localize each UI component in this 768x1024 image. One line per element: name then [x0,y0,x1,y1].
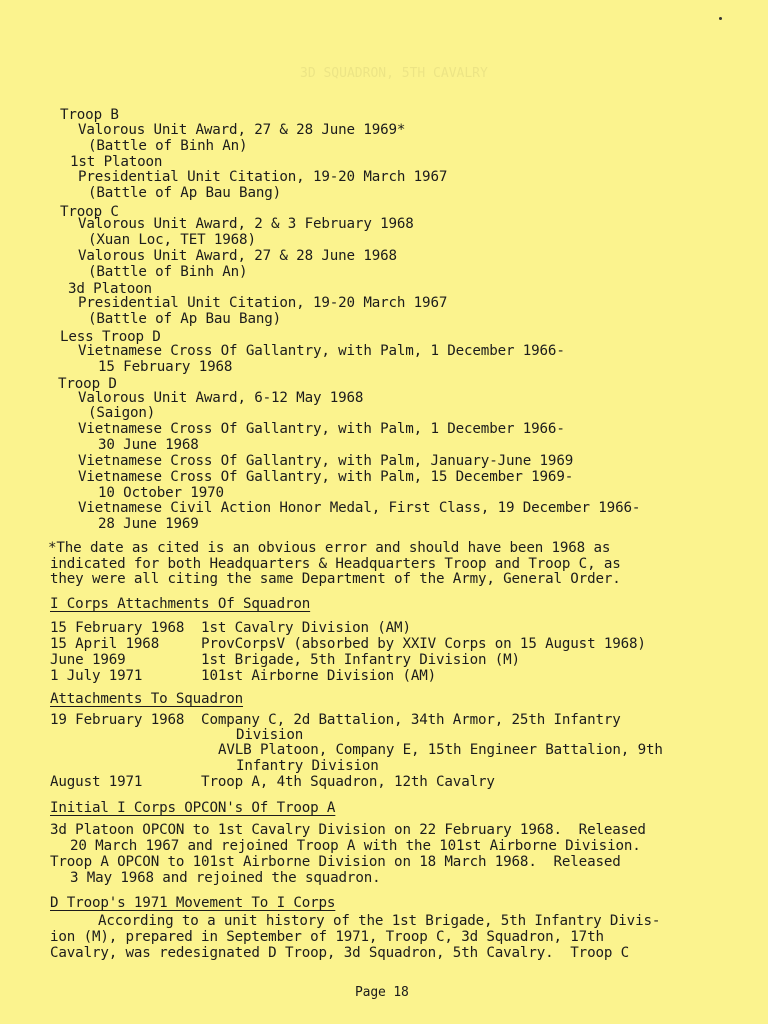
award-line: Valorous Unit Award, 2 & 3 February 1968 [78,216,414,232]
unit-troop-c: Troop C [60,204,119,220]
award-line: Presidential Unit Citation, 19-20 March 1967 [78,295,448,311]
attachment-cont: Infantry Division [236,758,379,774]
award-line: Vietnamese Cross Of Gallantry, with Palm, January-June 1969 [78,453,574,469]
award-line: Valorous Unit Award, 27 & 28 June 1968 [78,248,397,264]
award-line: Vietnamese Cross Of Gallantry, with Palm, 1 December 1966- [78,343,565,359]
paragraph-line: 20 March 1967 and rejoined Troop A with the 101st Airborne Division. [70,838,641,854]
award-detail: 28 June 1969 [98,516,199,532]
footnote-line: *The date as cited is an obvious error and should have been 1968 as [48,540,611,556]
section-heading-d-troop: D Troop's 1971 Movement To I Corps [50,895,336,911]
page-number: Page 18 [355,985,409,1000]
paragraph-line: Troop A OPCON to 101st Airborne Division on 18 March 1968. Released [50,854,621,870]
award-line: Vietnamese Civil Action Honor Medal, First Class, 19 December 1966- [78,500,641,516]
award-detail: (Battle of Ap Bau Bang) [88,185,282,201]
attachment-cont: Division [236,727,304,743]
attachment-row: 15 February 1968 1st Cavalry Division (AM) [50,620,411,636]
award-detail: (Battle of Binh An) [88,264,248,280]
unit-less-troop-d: Less Troop D [60,329,161,345]
paragraph-line: According to a unit history of the 1st Brigade, 5th Infantry Divis- [98,913,661,929]
footnote-line: they were all citing the same Department of the Army, General Order. [50,571,621,587]
award-line: Presidential Unit Citation, 19-20 March 1967 [78,169,448,185]
award-detail: (Saigon) [88,405,156,421]
unit-1st-platoon: 1st Platoon [70,154,163,170]
award-detail: (Battle of Binh An) [88,138,248,154]
unit-troop-b: Troop B [60,107,119,123]
unit-3d-platoon: 3d Platoon [68,281,152,297]
paragraph-line: Cavalry, was redesignated D Troop, 3d Squadron, 5th Cavalry. Troop C [50,945,630,961]
award-detail: (Xuan Loc, TET 1968) [88,232,256,248]
attachment-row: June 1969 1st Brigade, 5th Infantry Division (M) [50,652,520,668]
award-line: Vietnamese Cross Of Gallantry, with Palm, 15 December 1969- [78,469,574,485]
paragraph-line: ion (M), prepared in September of 1971, Troop C, 3d Squadron, 17th [50,929,604,945]
award-line: Valorous Unit Award, 6-12 May 1968 [78,390,364,406]
section-heading-opcon: Initial I Corps OPCON's Of Troop A [50,800,336,816]
attachment-row: 15 April 1968 ProvCorpsV (absorbed by XXIV Corps on 15 August 1968) [50,636,646,652]
bleed-through: 3D SQUADRON, 5TH CAVALRY [300,66,488,81]
unit-troop-d: Troop D [58,376,117,392]
award-detail: 30 June 1968 [98,437,199,453]
section-heading-attachments: Attachments To Squadron [50,691,244,707]
award-detail: 15 February 1968 [98,359,233,375]
attachment-row: 19 February 1968 Company C, 2d Battalion, 34th Armor, 25th Infantry [50,712,621,728]
speck [719,17,722,20]
attachment-row: 1 July 1971 101st Airborne Division (AM) [50,668,437,684]
footnote-line: indicated for both Headquarters & Headquarters Troop and Troop C, as [50,556,621,572]
award-detail: (Battle of Ap Bau Bang) [88,311,282,327]
attachment-row: August 1971 Troop A, 4th Squadron, 12th Cavalry [50,774,495,790]
award-line: Valorous Unit Award, 27 & 28 June 1969* [78,122,406,138]
award-line: Vietnamese Cross Of Gallantry, with Palm, 1 December 1966- [78,421,565,437]
paragraph-line: 3d Platoon OPCON to 1st Cavalry Division on 22 February 1968. Released [50,822,646,838]
award-detail: 10 October 1970 [98,485,224,501]
attachment-cont: AVLB Platoon, Company E, 15th Engineer Battalion, 9th [218,742,663,758]
paragraph-line: 3 May 1968 and rejoined the squadron. [70,870,381,886]
section-heading-i-corps-attachments: I Corps Attachments Of Squadron [50,596,311,612]
